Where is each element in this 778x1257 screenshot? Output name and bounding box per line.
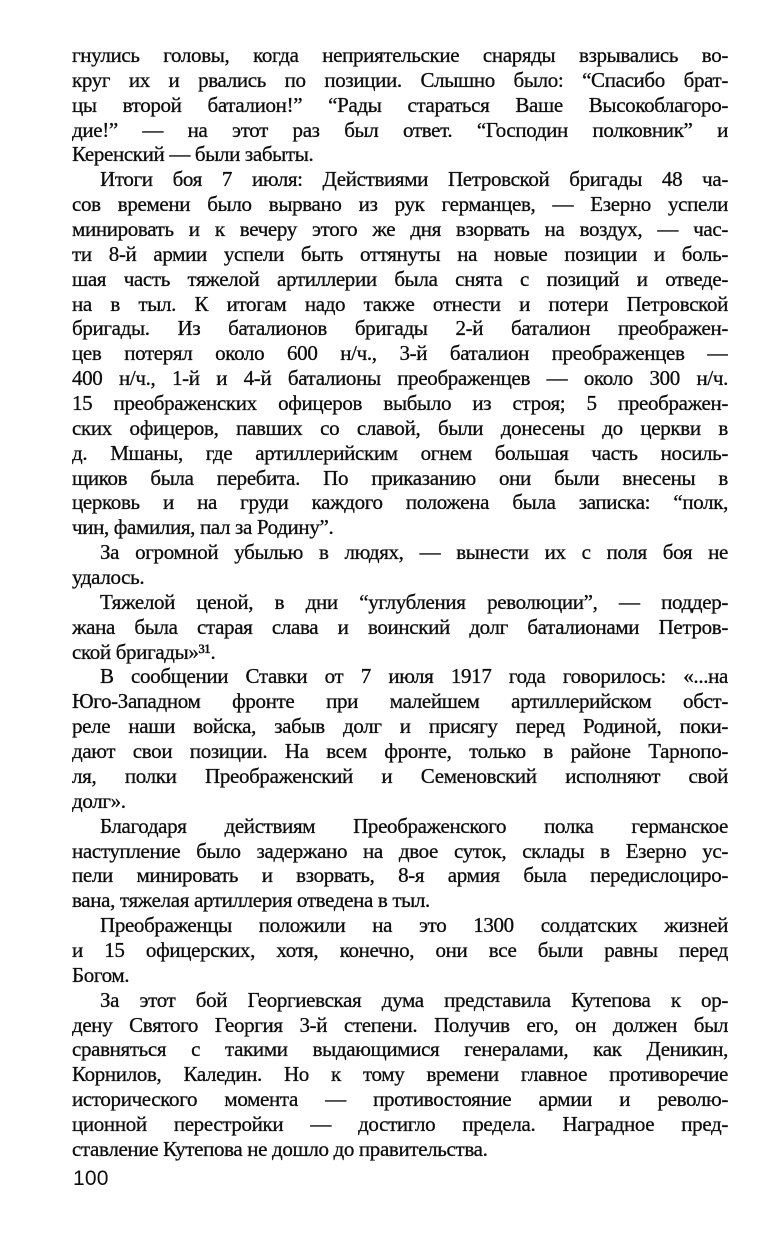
text-line: жана была старая слава и воинский долг баталионами Петров- <box>72 614 728 639</box>
page-number: 100 <box>73 1167 109 1190</box>
text-line: щиков была перебита. По приказанию они были внесены в <box>72 465 728 490</box>
text-line: вана, тяжелая артиллерия отведена в тыл. <box>72 888 430 913</box>
paragraph <box>72 988 728 1162</box>
text-line: дают свои позиции. На всем фронте, только в районе Тарнопо- <box>72 739 728 764</box>
text-line: д. Мшаны, где артиллерийским огнем большая часть носиль- <box>72 440 728 465</box>
text-line: 15 преображенских офицеров выбыло из строя; 5 преображен- <box>72 391 728 416</box>
text-line: дену Святого Георгия 3-й степени. Получив его, он должен был <box>72 1012 728 1037</box>
text-line: цев потерял около 600 н/ч., 3-й баталион преображенцев — <box>72 341 728 366</box>
paragraph <box>72 167 728 540</box>
text-line: дие!” — на этот раз был ответ. “Господин полковник” и <box>72 117 728 142</box>
text-line: цы второй баталион!” “Рады стараться Ваше Высокоблагоро- <box>72 92 728 117</box>
text-line: Керенский — были забыты. <box>72 142 314 167</box>
text-line: ционной перестройки — достигло предела. Наградное пред- <box>72 1111 728 1136</box>
paragraph <box>72 664 728 813</box>
text-line: сравняться с такими выдающимися генералами, как Деникин, <box>72 1037 728 1062</box>
paragraph <box>72 590 728 665</box>
text-line: В сообщении Ставки от 7 июля 1917 года говорилось: «...на <box>100 664 728 689</box>
text-line: церковь и на груди каждого положена была записка: “полк, <box>72 490 728 515</box>
text-line: чин, фамилия, пал за Родину”. <box>72 515 334 540</box>
text-line: Корнилов, Каледин. Но к тому времени главное противоречие <box>72 1062 728 1087</box>
text-line: Преображенцы положили на это 1300 солдатских жизней <box>100 913 728 938</box>
text-line: ской бригады»³¹. <box>72 639 216 664</box>
text-line: исторического момента — противостояние армии и револю- <box>72 1087 728 1112</box>
text-line: гнулись головы, когда неприятельские снаряды взрывались во- <box>72 43 728 67</box>
text-line: и 15 офицерских, хотя, конечно, они все были равны перед <box>72 937 728 962</box>
text-line: сов времени было вырвано из рук германцев, — Езерно успели <box>72 192 728 217</box>
text-line: ти 8-й армии успели быть оттянуты на новые позиции и боль- <box>72 241 728 266</box>
text-line: Тяжелой ценой, в дни “углубления революции”, — поддер- <box>100 589 728 614</box>
paragraph <box>72 43 728 167</box>
text-line: За этот бой Георгиевская дума представила Кутепова к ор- <box>100 987 728 1012</box>
text-line: долг». <box>72 788 126 813</box>
text-line: круг их и рвались по позиции. Слышно было: “Спасибо брат- <box>72 67 728 92</box>
text-line: бригады. Из баталионов бригады 2-й баталион преображен- <box>72 316 728 341</box>
text-line: За огромной убылью в людях, — вынести их с поля боя не <box>100 540 728 565</box>
text-line: на в тыл. К итогам надо также отнести и потери Петровской <box>72 291 728 316</box>
text-line: наступление было задержано на двое суток, склады в Езерно ус- <box>72 838 728 863</box>
text-line: Итоги боя 7 июля: Действиями Петровской бригады 48 ча- <box>100 167 728 192</box>
paragraph <box>72 913 728 988</box>
text-line: Юго-Западном фронте при малейшем артиллерийском обст- <box>72 689 728 714</box>
paragraph <box>72 814 728 913</box>
text-line: ставление Кутепова не дошло до правительства. <box>72 1136 488 1161</box>
text-line: 400 н/ч., 1-й и 4-й баталионы преображенцев — около 300 н/ч. <box>72 366 728 391</box>
text-line: ских офицеров, павших со славой, были донесены до церкви в <box>72 415 728 440</box>
text-line: ля, полки Преображенский и Семеновский исполняют свой <box>72 763 728 788</box>
text-line: реле наши войска, забыв долг и присягу перед Родиной, поки- <box>72 714 728 739</box>
text-line: Богом. <box>72 962 130 987</box>
text-line: шая часть тяжелой артиллерии была снята с позиций и отведе- <box>72 266 728 291</box>
text-line: пели минировать и взорвать, 8-я армия была передислоциро- <box>72 863 728 888</box>
text-line: Благодаря действиям Преображенского полка германское <box>100 813 728 838</box>
body-text <box>72 43 728 1162</box>
text-line: минировать и к вечеру этого же дня взорвать на воздух, — час- <box>72 217 728 242</box>
paragraph <box>72 540 728 590</box>
text-line: удалось. <box>72 565 145 590</box>
